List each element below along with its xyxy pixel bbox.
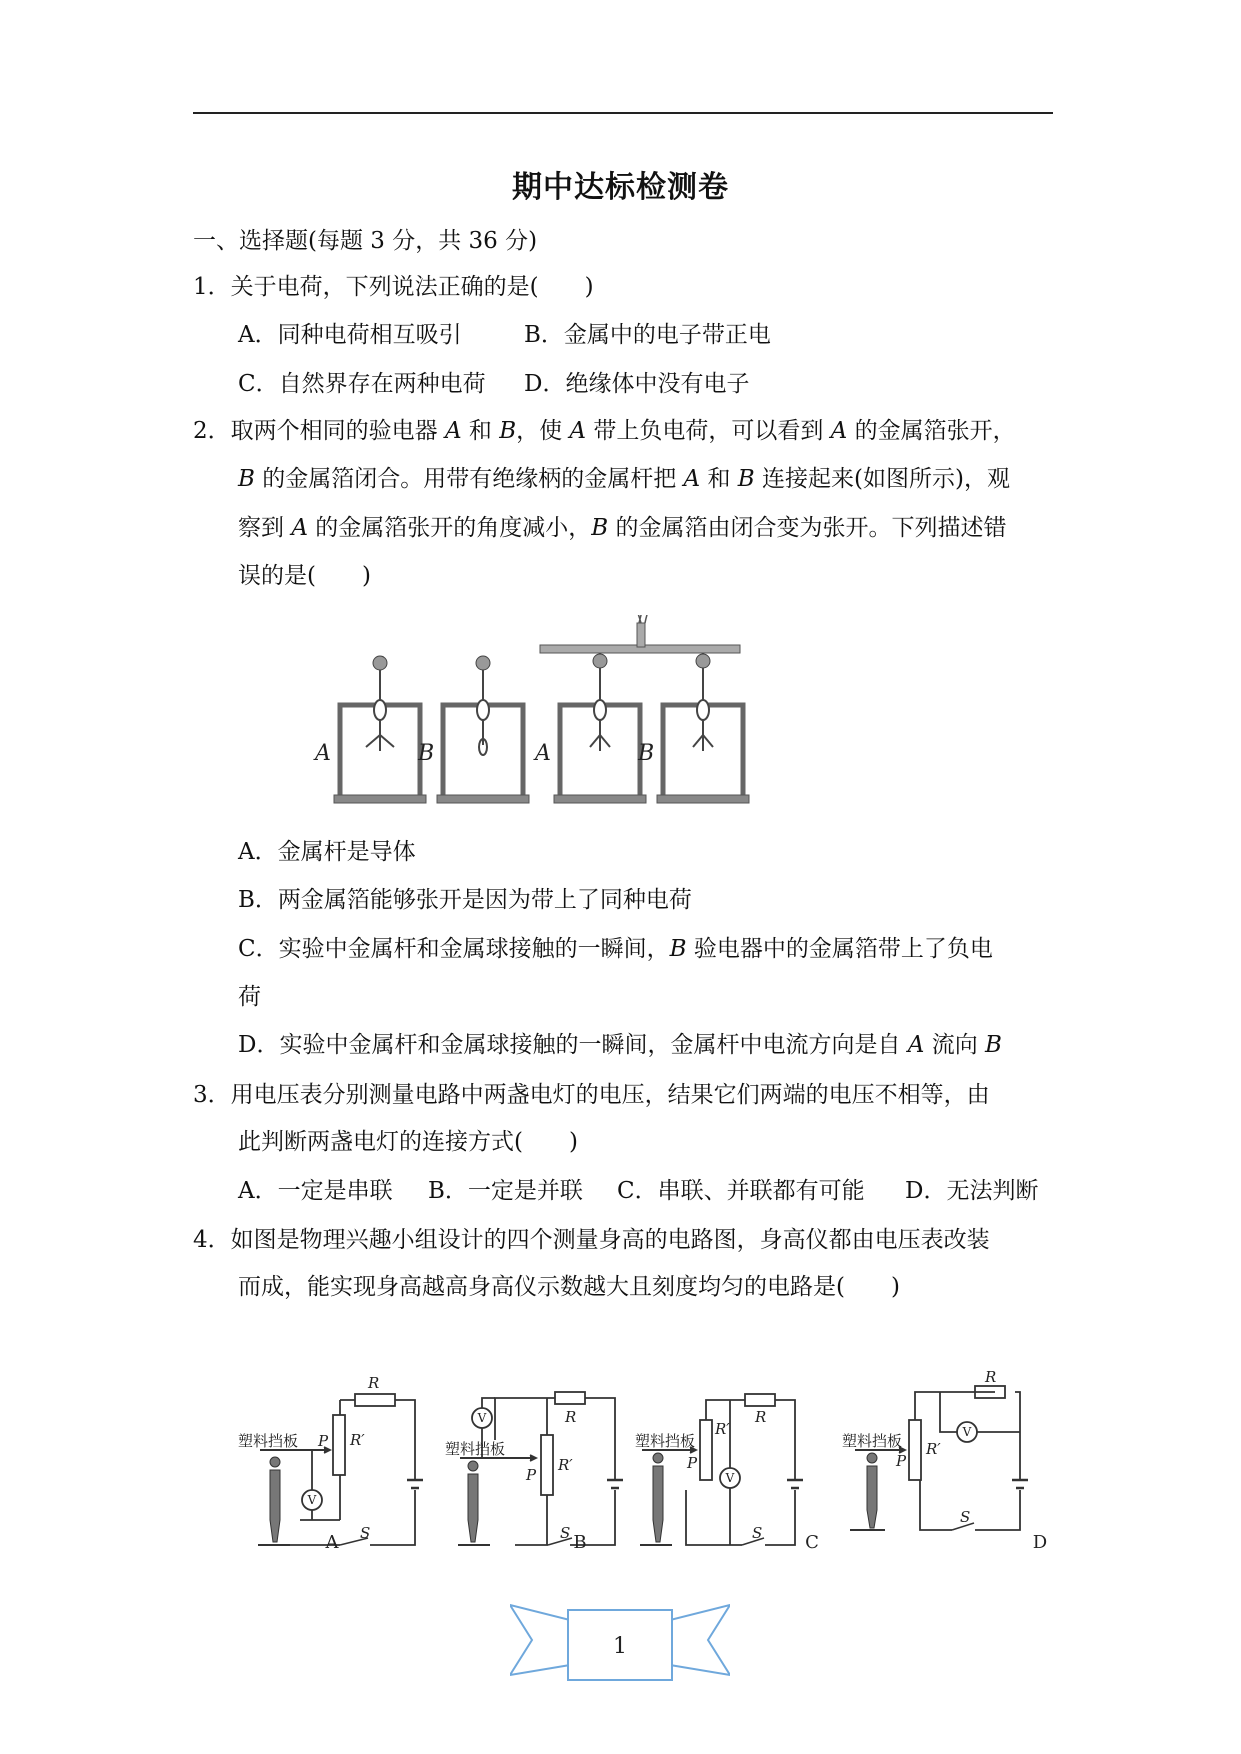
- caption-a: A: [325, 1532, 339, 1550]
- p-label-d: P: [896, 1452, 907, 1470]
- rprime-label-c: R′: [715, 1420, 730, 1438]
- board-label-c: 塑料挡板: [635, 1432, 696, 1450]
- electroscope-figure: [310, 615, 810, 815]
- s-label-a: S: [360, 1524, 371, 1542]
- circuit-figure: [230, 1370, 1130, 1550]
- electroscope-a-right: [554, 653, 646, 803]
- q3-stem-line1: 3．用电压表分别测量电路中两盏电灯的电压，结果它们两端的电压不相等，由: [193, 1082, 990, 1108]
- r-label-a: R: [368, 1374, 380, 1392]
- s-label-b: S: [560, 1524, 571, 1542]
- label-b-right: B: [638, 741, 655, 766]
- label-a-left: A: [315, 741, 331, 766]
- caption-b: B: [573, 1532, 587, 1550]
- board-label-b: 塑料挡板: [445, 1440, 506, 1458]
- person-a: [270, 1457, 280, 1542]
- q2-option-b: B．两金属箔能够张开是因为带上了同种电荷: [238, 887, 692, 913]
- q3-option-d: D．无法判断: [905, 1178, 1039, 1204]
- q1-stem: 1．关于电荷，下列说法正确的是( ): [193, 274, 594, 300]
- board-label-d: 塑料挡板: [842, 1432, 903, 1450]
- electroscope-a-left: [334, 656, 426, 803]
- q2-stem-line3: 察到 A 的金属箔张开的角度减小，B 的金属箔由闭合变为张开。下列描述错: [238, 515, 1007, 541]
- q4-stem-line1: 4．如图是物理兴趣小组设计的四个测量身高的电路图，身高仪都由电压表改装: [193, 1227, 990, 1253]
- s-label-c: S: [752, 1524, 763, 1542]
- q3-option-b: B．一定是并联: [428, 1178, 583, 1204]
- q3-stem-line2: 此判断两盏电灯的连接方式( ): [238, 1129, 578, 1155]
- section-heading: 一、选择题(每题 3 分，共 36 分): [193, 228, 538, 254]
- metal-rod: [540, 615, 740, 653]
- person-b: [468, 1461, 478, 1542]
- p-label-a: P: [318, 1432, 329, 1450]
- header-rule: [193, 112, 1053, 114]
- circuit-a: [258, 1394, 423, 1545]
- page-number-ribbon: [510, 1595, 730, 1685]
- page-title: 期中达标检测卷: [512, 170, 729, 205]
- v-label-b: V: [477, 1411, 487, 1425]
- circuit-c: [640, 1394, 803, 1545]
- q2-option-d: D．实验中金属杆和金属球接触的一瞬间，金属杆中电流方向是自 A 流向 B: [238, 1032, 1002, 1058]
- person-d: [867, 1453, 877, 1528]
- r-label-d: R: [985, 1370, 997, 1386]
- q2-stem-line2: B 的金属箔闭合。用带有绝缘柄的金属杆把 A 和 B 连接起来(如图所示)，观: [238, 466, 1010, 492]
- q2-option-a: A．金属杆是导体: [238, 839, 416, 865]
- p-label-c: P: [687, 1454, 698, 1472]
- q2-stem-line4: 误的是( ): [238, 563, 371, 589]
- q1-option-a: A．同种电荷相互吸引: [238, 322, 462, 348]
- q3-option-a: A．一定是串联: [238, 1178, 393, 1204]
- q4-stem-line2: 而成，能实现身高越高身高仪示数越大且刻度均匀的电路是( ): [238, 1274, 900, 1300]
- q2-stem-line1: 2．取两个相同的验电器 A 和 B，使 A 带上负电荷，可以看到 A 的金属箔张开，: [193, 418, 1016, 444]
- q2-option-c-cont: 荷: [238, 984, 261, 1010]
- rprime-label-b: R′: [558, 1456, 573, 1474]
- caption-d: D: [1032, 1532, 1048, 1550]
- page-number: 1: [613, 1634, 627, 1659]
- rprime-label-d: R′: [926, 1440, 941, 1458]
- electroscope-b-left: [437, 656, 529, 803]
- rprime-label-a: R′: [350, 1431, 365, 1449]
- board-label-a: 塑料挡板: [238, 1432, 299, 1450]
- label-b-left: B: [418, 741, 435, 766]
- s-label-d: S: [960, 1508, 971, 1526]
- r-label-b: R: [565, 1408, 577, 1426]
- v-label-d: V: [962, 1425, 972, 1439]
- person-c: [653, 1453, 663, 1542]
- caption-c: C: [805, 1532, 819, 1550]
- v-label-c: V: [725, 1471, 735, 1485]
- q1-option-b: B．金属中的电子带正电: [524, 322, 771, 348]
- q1-option-d: D．绝缘体中没有电子: [524, 371, 750, 397]
- q2-option-c: C．实验中金属杆和金属球接触的一瞬间，B 验电器中的金属箔带上了负电: [238, 936, 993, 962]
- p-label-b: P: [526, 1466, 537, 1484]
- q1-option-c: C．自然界存在两种电荷: [238, 371, 486, 397]
- label-a-right: A: [535, 741, 551, 766]
- electroscope-b-right: [657, 653, 749, 803]
- v-label-a: V: [307, 1493, 317, 1507]
- q3-option-c: C．串联、并联都有可能: [617, 1178, 865, 1204]
- r-label-c: R: [755, 1408, 767, 1426]
